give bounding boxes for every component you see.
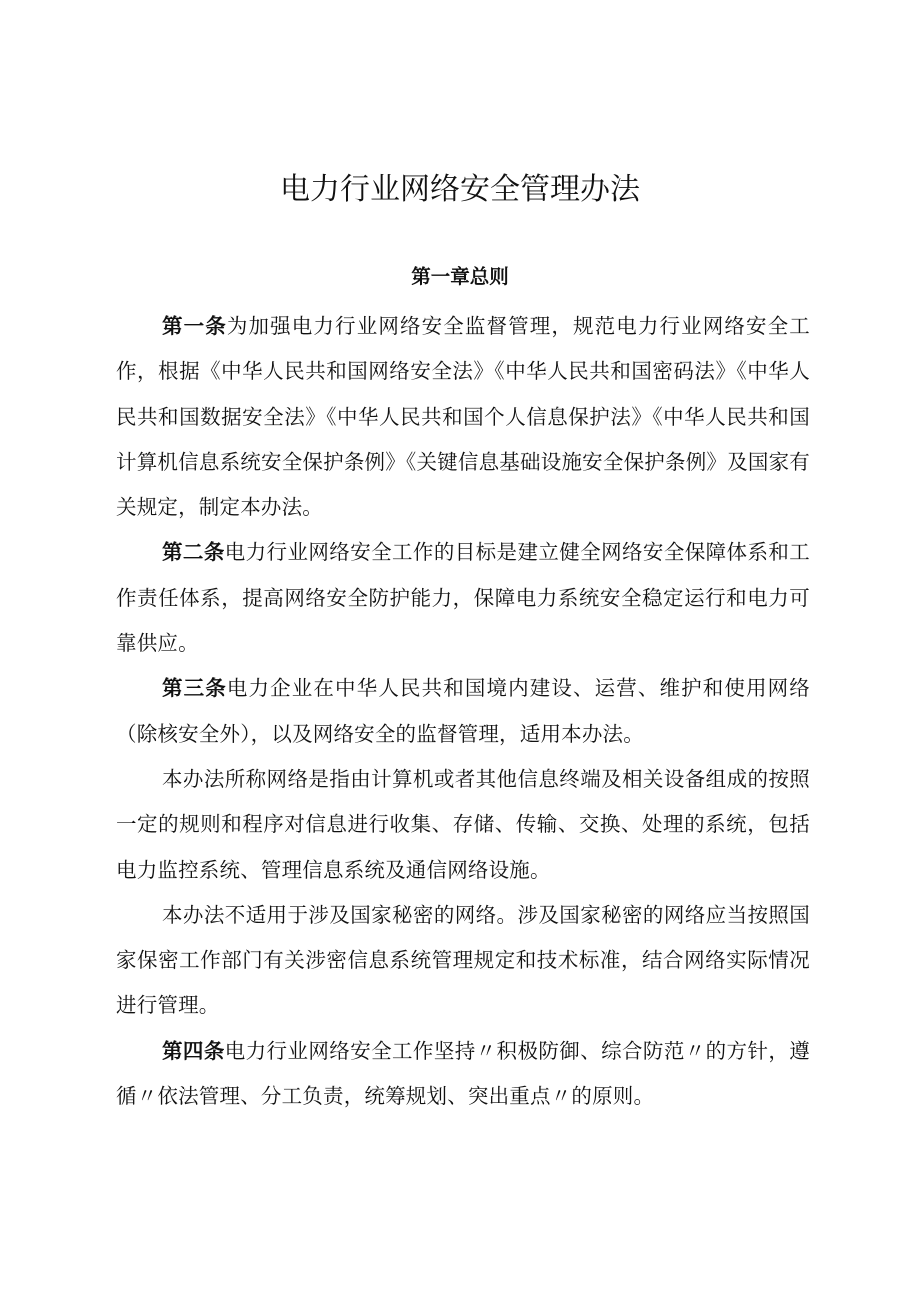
chapter-heading: 第一章总则: [411, 265, 509, 288]
paragraph-text: 电力企业在中华人民共和国境内建设、运营、维护和使用网络（除核安全外），以及网络安全的监督管理，适用本办法。: [116, 676, 810, 746]
article-number: 第一条: [162, 314, 227, 338]
article-2-paragraph: [116, 530, 810, 666]
paragraph-text: 为加强电力行业网络安全监督管理，规范电力行业网络安全工作，根据《中华人民共和国网络安全法》《中华人民共和国密码法》《中华人民共和国数据安全法》《中华人民共和国个人信息保护法》《中华人民共和国计算机信息系统安全保护条例》《关键信息基础设施安全保护条例》及国家有关规定，制定本办法。: [116, 314, 810, 520]
document-title: 电力行业网络安全管理办法: [280, 172, 640, 207]
paragraph-text: 电力行业网络安全工作的目标是建立健全网络安全保障体系和工作责任体系，提高网络安全防护能力，保障电力系统安全稳定运行和电力可靠供应。: [116, 540, 810, 656]
article-number: 第三条: [162, 676, 227, 701]
paragraph-text: 电力行业网络安全工作坚持〃积极防御、综合防范〃的方针，遵循〃依法管理、分工负责，统筹规划、突出重点〃的原则。: [116, 1038, 810, 1109]
article-number: 第二条: [162, 540, 225, 565]
article-3-paragraph: [116, 666, 810, 757]
article-4-paragraph: [116, 1029, 810, 1120]
document-body: [116, 304, 810, 1119]
paragraph-text: 本办法所称网络是指由计算机或者其他信息终端及相关设备组成的按照一定的规则和程序对信息进行收集、存储、传输、交换、处理的系统，包括电力监控系统、管理信息系统及通信网络设施。: [116, 766, 810, 882]
article-number: 第四条: [162, 1038, 225, 1063]
article-1-paragraph: [116, 304, 810, 530]
article-3-clause-exclusion: [116, 893, 810, 1029]
paragraph-text: 本办法不适用于涉及国家秘密的网络。涉及国家秘密的网络应当按照国家保密工作部门有关涉密信息系统管理规定和技术标准，结合网络实际情况进行管理。: [116, 902, 810, 1018]
article-3-clause-network-definition: [116, 757, 810, 893]
